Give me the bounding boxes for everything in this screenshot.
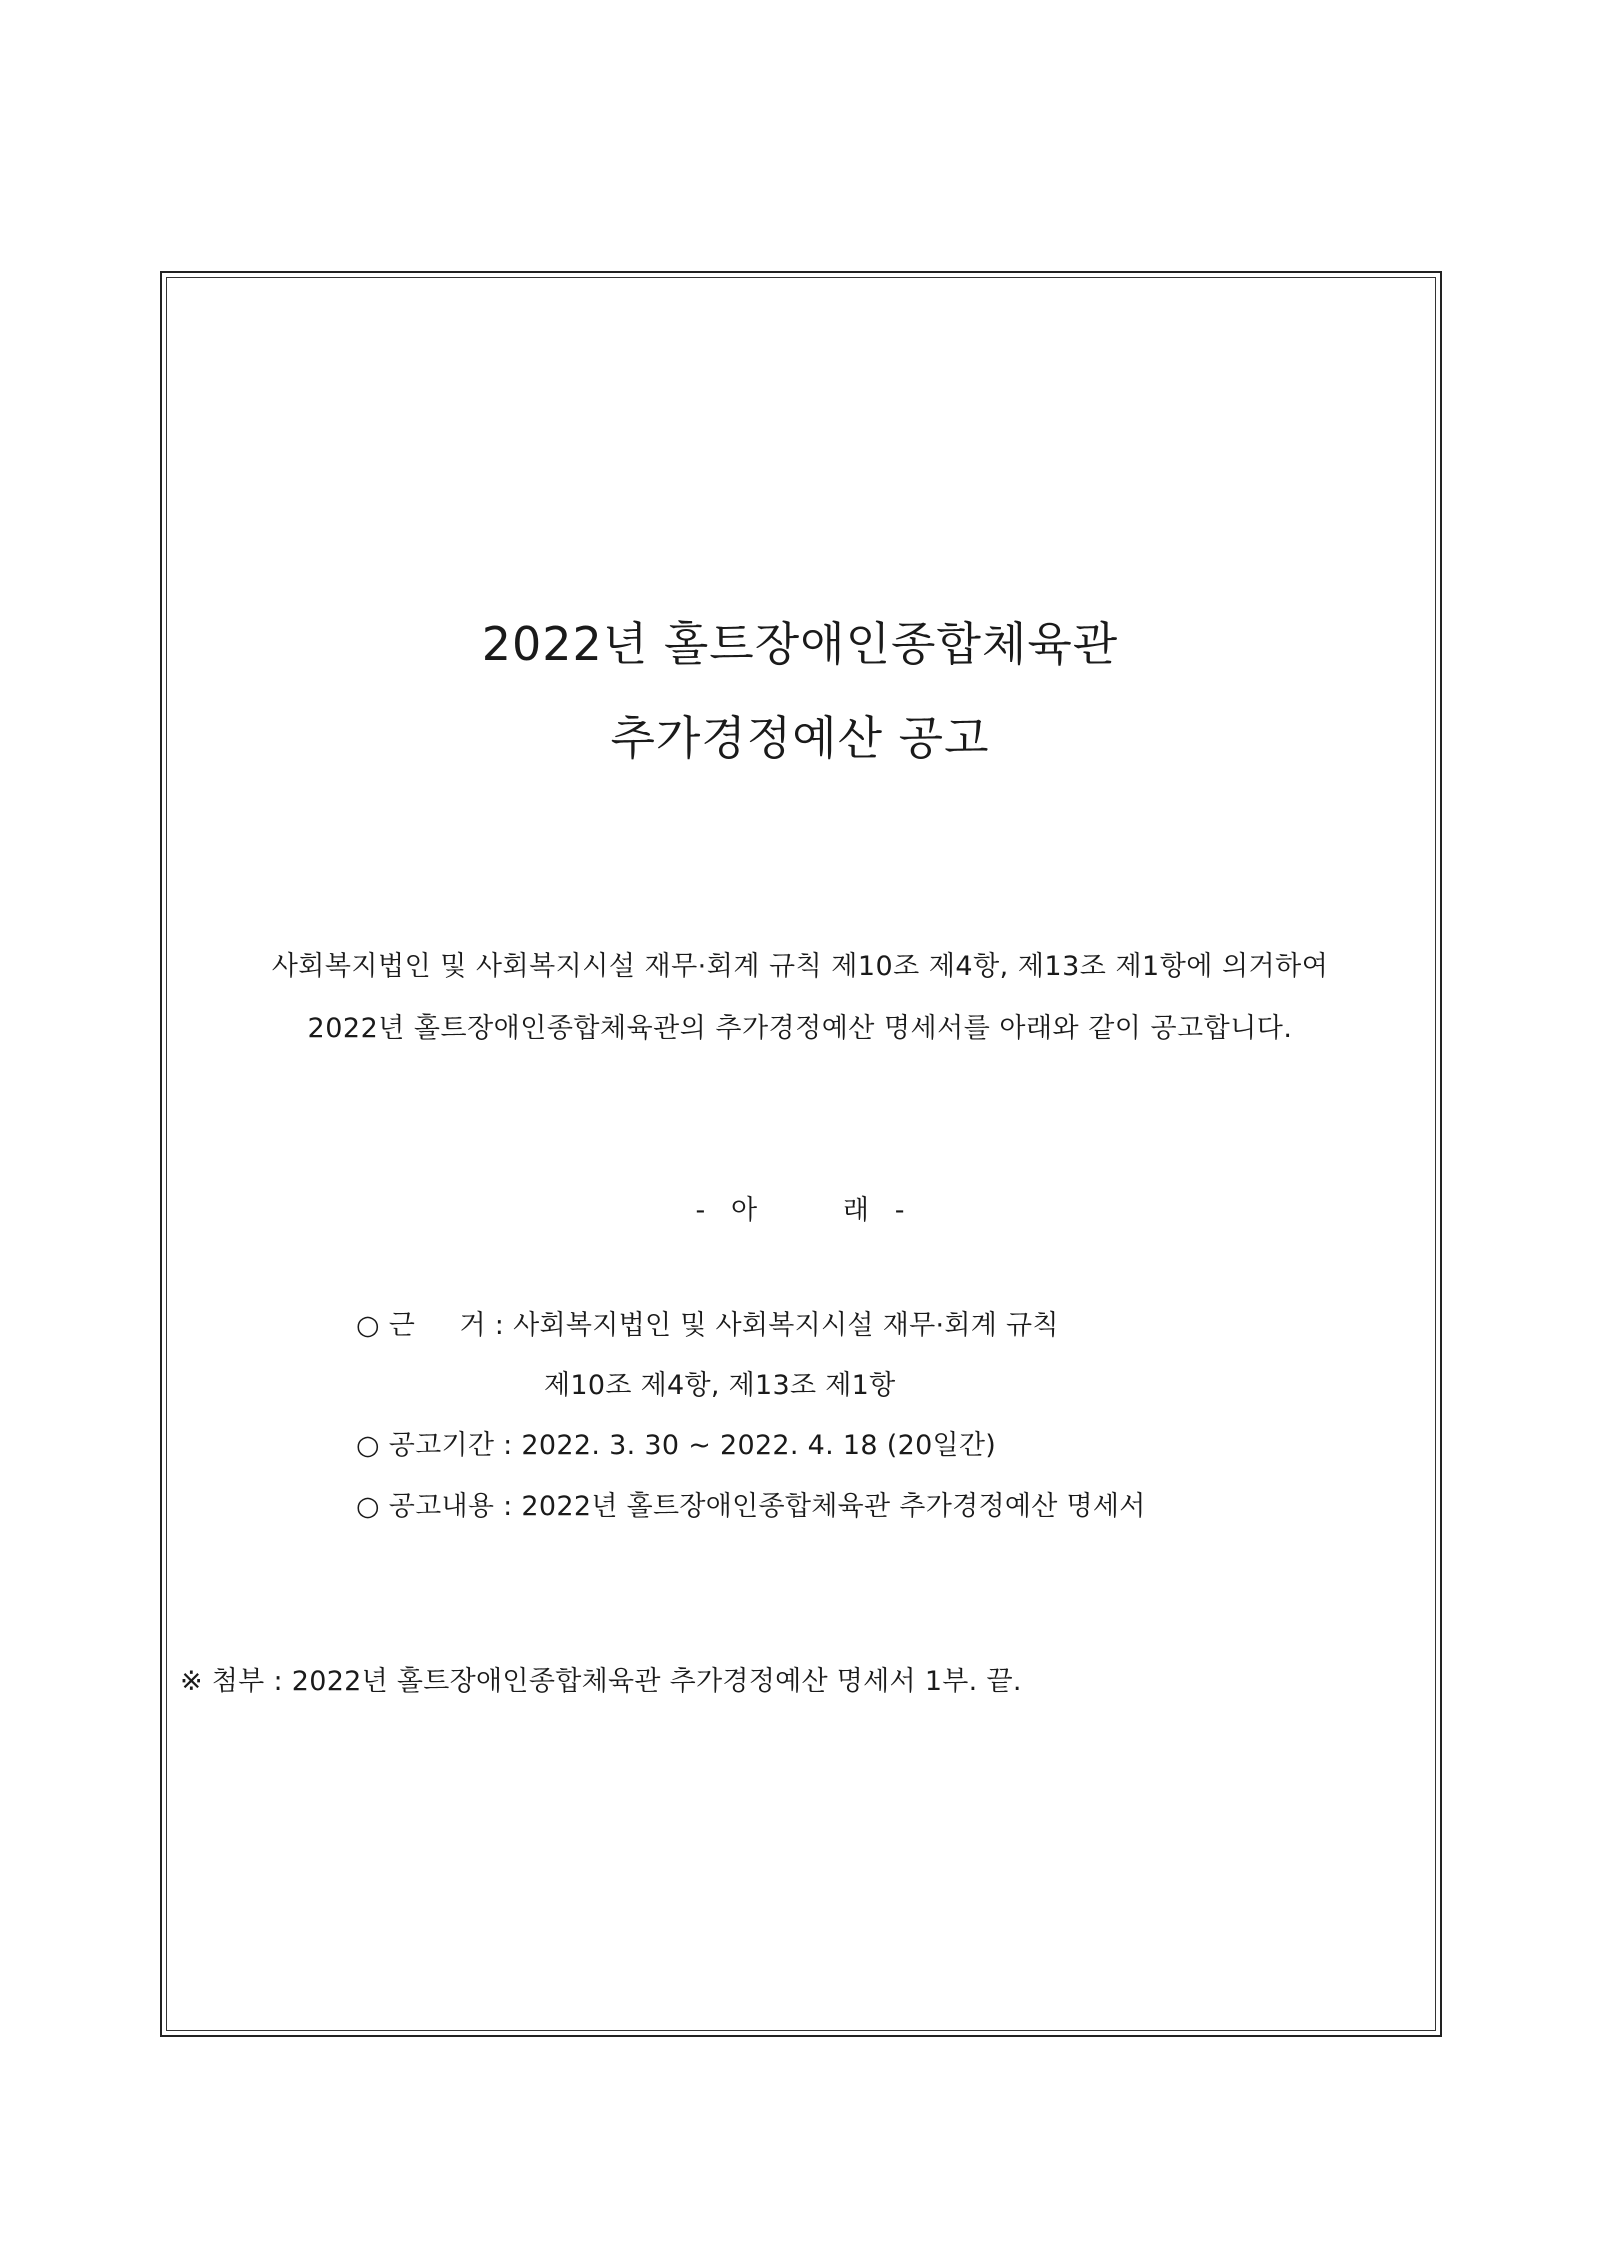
item-notice-period: ○ 공고기간 : 2022. 3. 30 ~ 2022. 4. 18 (20일간) (356, 1430, 997, 1461)
body-paragraph-line-2: 2022년 홀트장애인종합체육관의 추가경정예산 명세서를 아래와 같이 공고합니다. (307, 1013, 1293, 1044)
document-frame-inner (166, 277, 1436, 2031)
document-title-line-2: 추가경정예산 공고 (610, 711, 990, 765)
item-notice-content: ○ 공고내용 : 2022년 홀트장애인종합체육관 추가경정예산 명세서 (356, 1491, 1146, 1522)
item-basis-continued: 제10조 제4항, 제13조 제1항 (544, 1370, 896, 1401)
item-basis: ○ 근 거 : 사회복지법인 및 사회복지시설 재무·회계 규칙 (356, 1310, 1059, 1341)
attachment-note: ※ 첨부 : 2022년 홀트장애인종합체육관 추가경정예산 명세서 1부. 끝. (180, 1666, 1022, 1697)
body-paragraph-line-1: 사회복지법인 및 사회복지시설 재무·회계 규칙 제10조 제4항, 제13조 제1항에 의거하여 (271, 951, 1329, 982)
below-heading: - 아 래 - (695, 1195, 905, 1226)
document-title-line-1: 2022년 홀트장애인종합체육관 (481, 617, 1119, 671)
